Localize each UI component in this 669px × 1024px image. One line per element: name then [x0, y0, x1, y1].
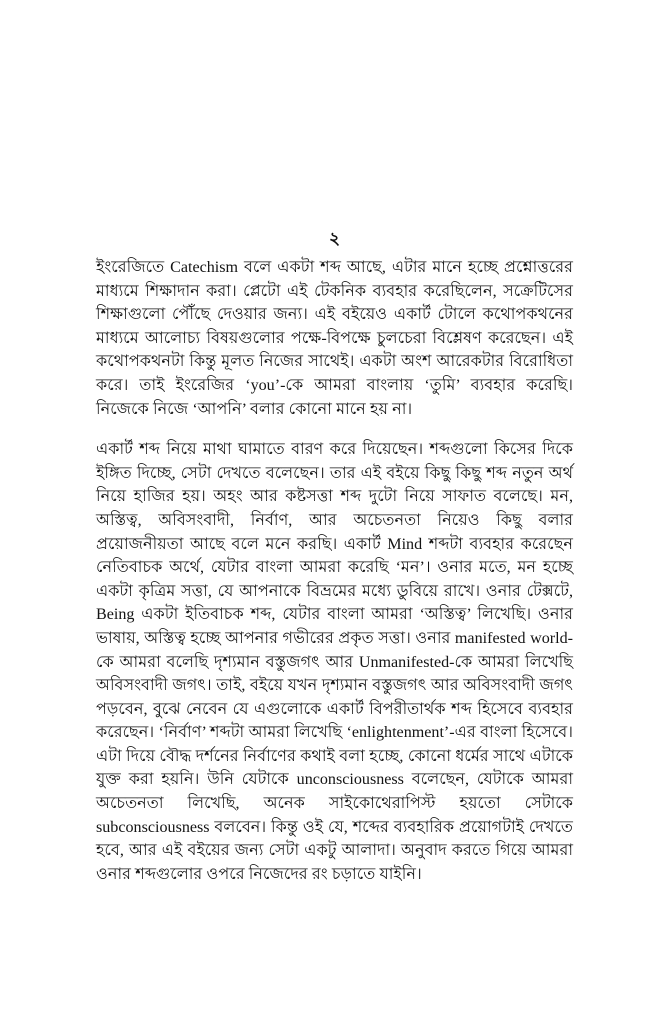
- section-number-heading: ২: [328, 229, 341, 248]
- body-paragraph-1: ইংরেজিতে Catechism বলে একটা শব্দ আছে, এটার মানে হচ্ছে প্রশ্নোত্তরের মাধ্যমে শিক্ষাদান করা। প্লেটো এই টেকনিক ব্যবহার করেছিলেন, সক্রেটিসের শিক্ষাগুলো পৌঁছে দেওয়ার জন্য। এই বইয়েও একার্ট টোলে কথোপকথনের মাধ্যমে আলোচ্য বিষয়গুলোর পক্ষে-বিপক্ষে চুলচেরা বিশ্লেষণ করেছেন। এই কথোপকথনটা কিন্তু মূলত নিজের সাথেই। একটা অংশ আরেকটার বিরোধিতা করে। তাই ইংরেজির ‘you’-কে আমরা বাংলায় ‘তুমি’ ব্যবহার করেছি। নিজেকে নিজে ‘আপনি’ বলার কোনো মানে হয় না।: [96, 259, 573, 418]
- page-content: [96, 228, 573, 886]
- body-paragraph-2: একার্ট শব্দ নিয়ে মাথা ঘামাতে বারণ করে দিয়েছেন। শব্দগুলো কিসের দিকে ইঙ্গিত দিচ্ছে, সেটা দেখতে বলেছেন। তার এই বইয়ে কিছু কিছু শব্দ নতুন অর্থ নিয়ে হাজির হয়। অহং আর কষ্টসত্তা শব্দ দুটো নিয়ে সাফাত বলেছে। মন, অস্তিত্ব, অবিসংবাদী, নির্বাণ, আর অচেতনতা নিয়েও কিছু বলার প্রয়োজনীয়তা আছে বলে মনে করছি। একার্ট Mind শব্দটা ব্যবহার করেছেন নেতিবাচক অর্থে, যেটার বাংলা আমরা করেছি ‘মন’। ওনার মতে, মন হচ্ছে একটা কৃত্রিম সত্তা, যে আপনাকে বিভ্রমের মধ্যে ডুবিয়ে রাখে। ওনার টেক্সটে, Being একটা ইতিবাচক শব্দ, যেটার বাংলা আমরা ‘অস্তিত্ব’ লিখেছি। ওনার ভাষায়, অস্তিত্ব হচ্ছে আপনার গভীরের প্রকৃত সত্তা। ওনার manifested world-কে আমরা বলেছি দৃশ্যমান বস্তুজগৎ আর Unmanifested-কে আমরা লিখেছি অবিসংবাদী জগৎ। তাই, বইয়ে যখন দৃশ্যমান বস্তুজগৎ আর অবিসংবাদী জগৎ পড়বেন, বুঝে নেবেন যে এগুলোকে একার্ট বিপরীতার্থক শব্দ হিসেবে ব্যবহার করেছেন। ‘নির্বাণ’ শব্দটা আমরা লিখেছি ‘enlightenment’-এর বাংলা হিসেবে। এটা দিয়ে বৌদ্ধ দর্শনের নির্বাণের কথাই বলা হচ্ছে, কোনো ধর্মের সাথে এটাকে যুক্ত করা হয়নি। উনি যেটাকে unconsciousness বলেছেন, যেটাকে আমরা অচেতনতা লিখেছি, অনেক সাইকোথেরাপিস্ট হয়তো সেটাকে subconsciousness বলবেন। কিন্তু ওই যে, শব্দের ব্যবহারিক প্রয়োগটাই দেখতে হবে, আর এই বইয়ের জন্য সেটা একটু আলাদা। অনুবাদ করতে গিয়ে আমরা ওনার শব্দগুলোর ওপরে নিজেদের রং চড়াতে যাইনি।: [96, 441, 573, 883]
